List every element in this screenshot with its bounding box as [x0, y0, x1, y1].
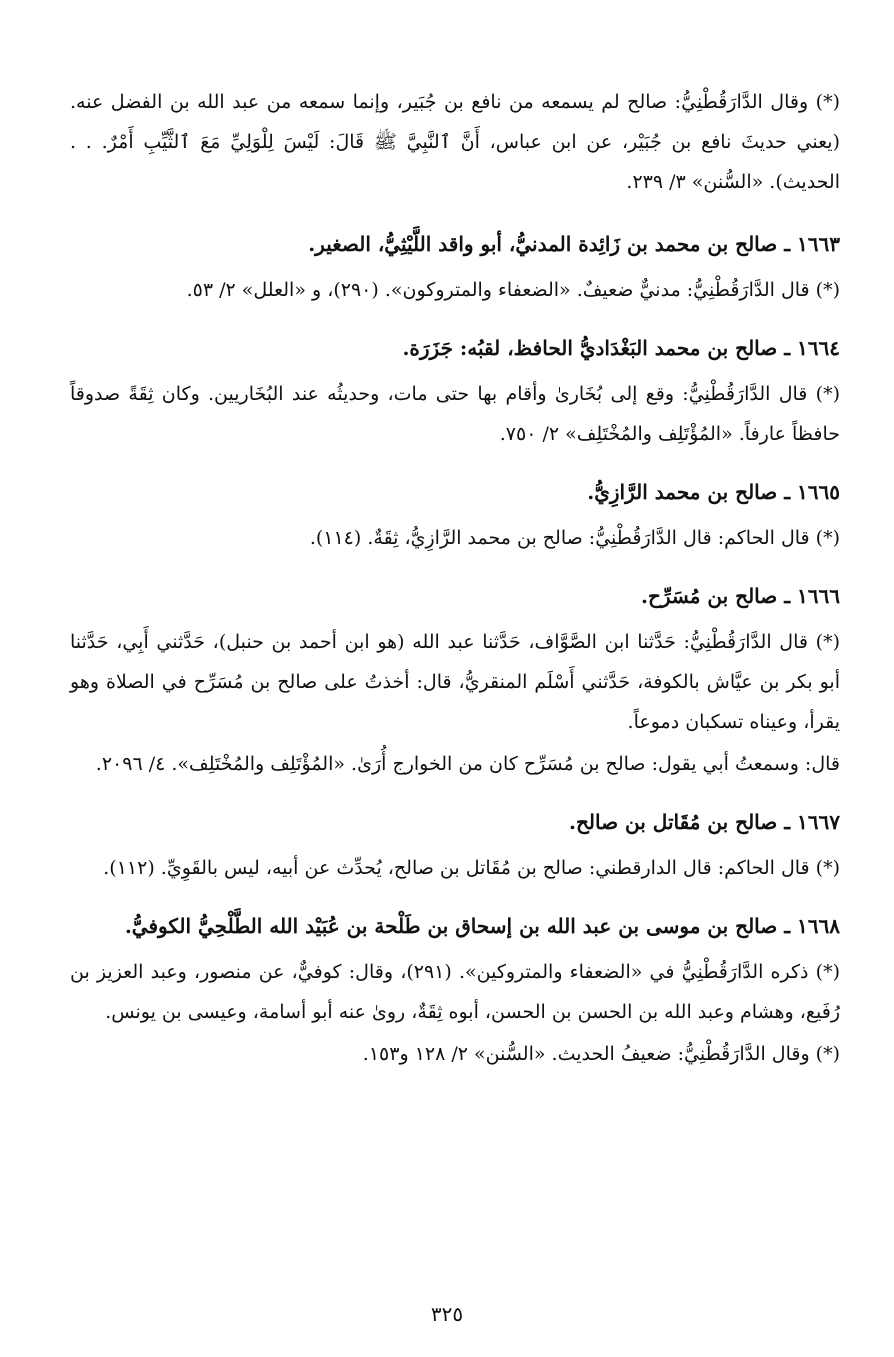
entry-text-1668-b: (*) وقال الدَّارَقُطْنِيُّ: ضعيفُ الحديث. «السُّنن» ٢/ ١٢٨ و١٥٣. [362, 1043, 840, 1065]
entry-heading-1664: ١٦٦٤ ـ صالح بن محمد البَغْدَاديُّ الحافظ، لقبُه: جَزَرَة. [402, 336, 840, 360]
entry-text-1664: (*) قال الدَّارَقُطْنِيُّ: وقع إلى بُخَارىٰ وأقام بها حتى مات، وحديثُه عند البُخَاريين. وكان ثِقَةً صدوقاً حافظاً عارفاً. «المُؤْتَلِف والمُخْتَلِف» ٢/ ٧٥٠. [70, 383, 840, 445]
entry-text-1667: (*) قال الحاكم: قال الدارقطني: صالح بن مُقَاتل بن صالح، يُحدِّث عن أبيه، ليس بالقَوِيِّ. (١١٢). [103, 857, 840, 879]
entry-text-1665: (*) قال الحاكم: قال الدَّارَقُطْنِيُّ: صالح بن محمد الرَّازِيُّ، ثِقَةٌ. (١١٤). [309, 527, 840, 549]
page-body [70, 82, 840, 1074]
page-number: ٣٢٥ [430, 1302, 464, 1326]
entry-heading-1666: ١٦٦٦ ـ صالح بن مُسَرِّح. [640, 584, 840, 608]
entry-heading-1667: ١٦٦٧ ـ صالح بن مُقَاتل بن صالح. [569, 810, 840, 834]
entry-heading-1663: ١٦٦٣ ـ صالح بن محمد بن زَائِدة المدنيُّ، أبو واقد اللَّيْثِيُّ، الصغير. [308, 232, 840, 256]
entry-text-1666-b: قال: وسمعتُ أبي يقول: صالح بن مُسَرِّح كان من الخوارج أُرَىٰ. «المُؤْتَلِف والمُخْتَلِف». ٤/ ٢٠٩٦. [95, 753, 840, 775]
paragraph-intro: (*) وقال الدَّارَقُطْنِيُّ: صالح لم يسمعه من نافع بن جُبَير، وإنما سمعه من عبد الله بن الفضل عنه. (يعني حديثَ نافع بن جُبَيْر، عن ابن عباس، أَنَّ ٱلنَّبِيَّ ﷺ قَالَ: لَيْسَ لِلْوَلِيِّ مَعَ ٱلثَّيِّبِ أَمْرٌ. . . الحديث). «السُّنن» ٣/ ٢٣٩. [70, 91, 840, 193]
entry-heading-1665: ١٦٦٥ ـ صالح بن محمد الرَّازِيُّ. [587, 480, 840, 504]
entry-text-1666-a: (*) قال الدَّارَقُطْنِيُّ: حَدَّثنا ابن الصَّوَّاف، حَدَّثنا عبد الله (هو ابن أحمد بن حنبل)، حَدَّثني أَبِي، حَدَّثنا أبو بكر بن عيَّاش بالكوفة، حَدَّثني أَسْلَم المنقريُّ، قال: أخذتُ على صالح بن مُسَرِّح في الصلاة وهو يقرأ، وعيناه تسكبان دموعاً. [70, 631, 840, 733]
entry-text-1668-a: (*) ذكره الدَّارَقُطْنِيُّ في «الضعفاء والمتروكين». (٢٩١)، وقال: كوفيٌّ، عن منصور، وعبد العزيز بن رُفَيع، وهشام وعبد الله بن الحسن بن الحسن، أبوه ثِقَةٌ، روىٰ عنه أبو أسامة، وعيسى بن يونس. [70, 961, 840, 1023]
entry-heading-1668: ١٦٦٨ ـ صالح بن موسى بن عبد الله بن إسحاق بن طَلْحة بن عُبَيْد الله الطَّلْحِيُّ الكوفيُّ. [124, 914, 840, 938]
entry-text-1663: (*) قال الدَّارَقُطْنِيُّ: مدنيٌّ ضعيفٌ. «الضعفاء والمتروكون». (٢٩٠)، و «العلل» ٢/ ٥٣. [186, 279, 840, 301]
